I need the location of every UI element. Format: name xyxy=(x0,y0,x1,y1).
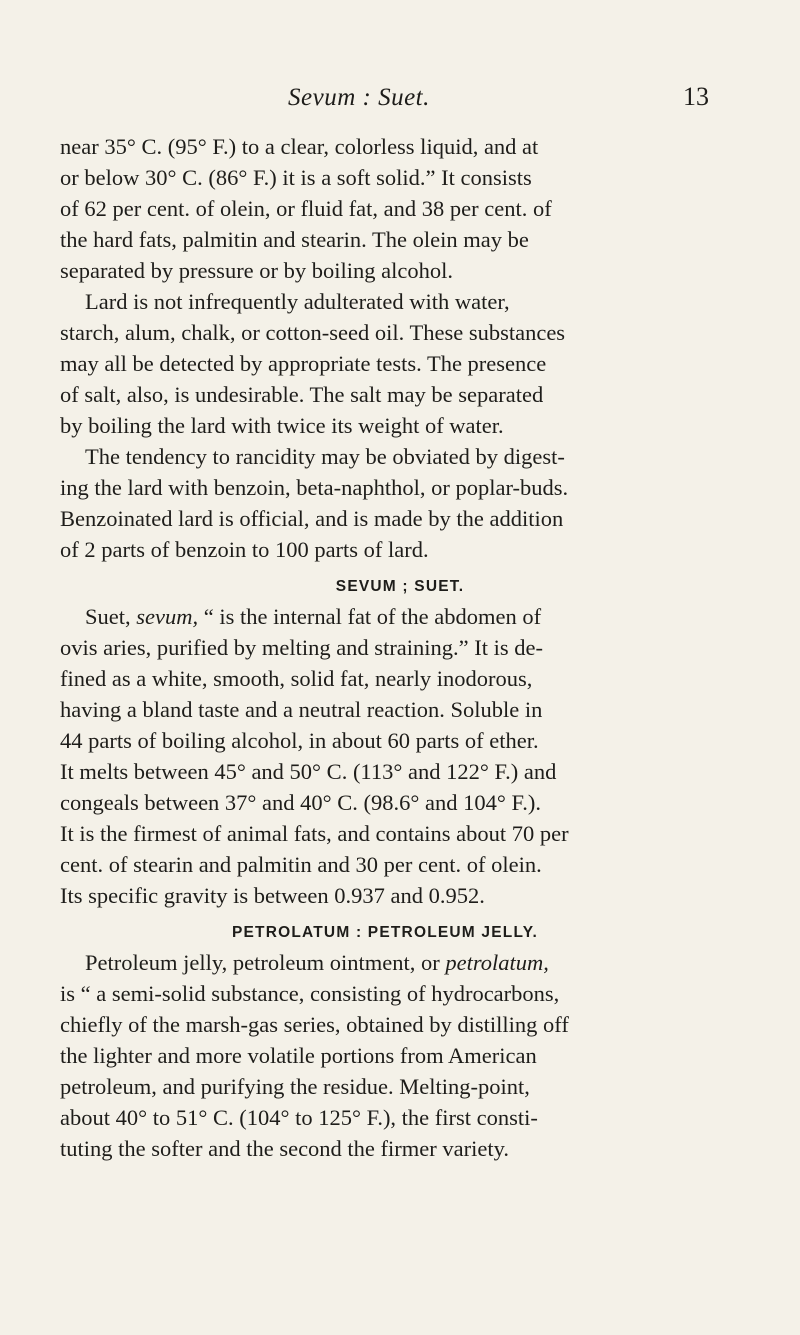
text-run: Petroleum jelly, petroleum ointment, or xyxy=(85,950,446,975)
text-line: 44 parts of boiling alcohol, in about 60 parts of ether. xyxy=(60,728,539,753)
text-line: ovis aries, purified by melting and straining.” It is de- xyxy=(60,635,544,660)
text-line: It melts between 45° and 50° C. (113° and 122° F.) and xyxy=(60,759,557,784)
text-line: separated by pressure or by boiling alcohol. xyxy=(60,258,454,283)
latin-term: sevum, xyxy=(136,604,199,629)
text-line: Its specific gravity is between 0.937 and 0.952. xyxy=(60,883,485,908)
page-number: 13 xyxy=(683,82,709,111)
text-run: Suet, xyxy=(85,604,137,629)
text-line: by boiling the lard with twice its weight of water. xyxy=(60,413,504,438)
text-line: Lard is not infrequently adulterated with water, xyxy=(85,289,510,314)
text-line: the lighter and more volatile portions from American xyxy=(60,1043,537,1068)
text-line: Benzoinated lard is official, and is made by the addition xyxy=(60,506,564,531)
text-line: of 62 per cent. of olein, or fluid fat, and 38 per cent. of xyxy=(60,196,552,221)
text-line: ing the lard with benzoin, beta-naphthol, or poplar-buds. xyxy=(60,475,569,500)
paragraph-lard-melting xyxy=(60,131,700,286)
text-line: cent. of stearin and palmitin and 30 per cent. of olein. xyxy=(60,852,542,877)
text-line: petroleum, and purifying the residue. Melting-point, xyxy=(60,1074,530,1099)
running-title: Sevum : Suet. xyxy=(288,84,430,111)
text-line xyxy=(60,947,700,978)
latin-term: petrolatum, xyxy=(445,950,549,975)
section-heading-suet: SEVUM ; SUET. xyxy=(335,578,465,595)
text-line: the hard fats, palmitin and stearin. The olein may be xyxy=(60,227,529,252)
text-line: starch, alum, chalk, or cotton-seed oil. These substances xyxy=(60,320,566,345)
paragraph-petrolatum xyxy=(60,947,700,1164)
text-line: of 2 parts of benzoin to 100 parts of lard. xyxy=(60,537,429,562)
text-line: It is the firmest of animal fats, and contains about 70 per xyxy=(60,821,569,846)
text-line: near 35° C. (95° F.) to a clear, colorless liquid, and at xyxy=(60,134,539,159)
text-line: congeals between 37° and 40° C. (98.6° and 104° F.). xyxy=(60,790,541,815)
paragraph-suet xyxy=(60,601,700,911)
section-heading-petrolatum: PETROLATUM : PETROLEUM JELLY. xyxy=(231,924,539,941)
paragraph-lard-adulteration xyxy=(60,286,700,441)
text-line: tuting the softer and the second the firmer variety. xyxy=(60,1136,510,1161)
text-line: chiefly of the marsh-gas series, obtained by distilling off xyxy=(60,1012,569,1037)
text-line: may all be detected by appropriate tests. The presence xyxy=(60,351,547,376)
text-line: of salt, also, is undesirable. The salt may be separated xyxy=(60,382,544,407)
text-line: about 40° to 51° C. (104° to 125° F.), the first consti- xyxy=(60,1105,538,1130)
paragraph-lard-rancidity xyxy=(60,441,700,565)
text-line: is “ a semi-solid substance, consisting of hydrocarbons, xyxy=(60,981,560,1006)
text-line: fined as a white, smooth, solid fat, nearly inodorous, xyxy=(60,666,533,691)
text-line: having a bland taste and a neutral reaction. Soluble in xyxy=(60,697,543,722)
text-run: “ is the internal fat of the abdomen of xyxy=(198,604,542,629)
text-line xyxy=(60,601,700,632)
text-line: or below 30° C. (86° F.) it is a soft solid.” It consists xyxy=(60,165,532,190)
body-text xyxy=(60,131,700,1164)
text-line: The tendency to rancidity may be obviated by digest- xyxy=(85,444,565,469)
